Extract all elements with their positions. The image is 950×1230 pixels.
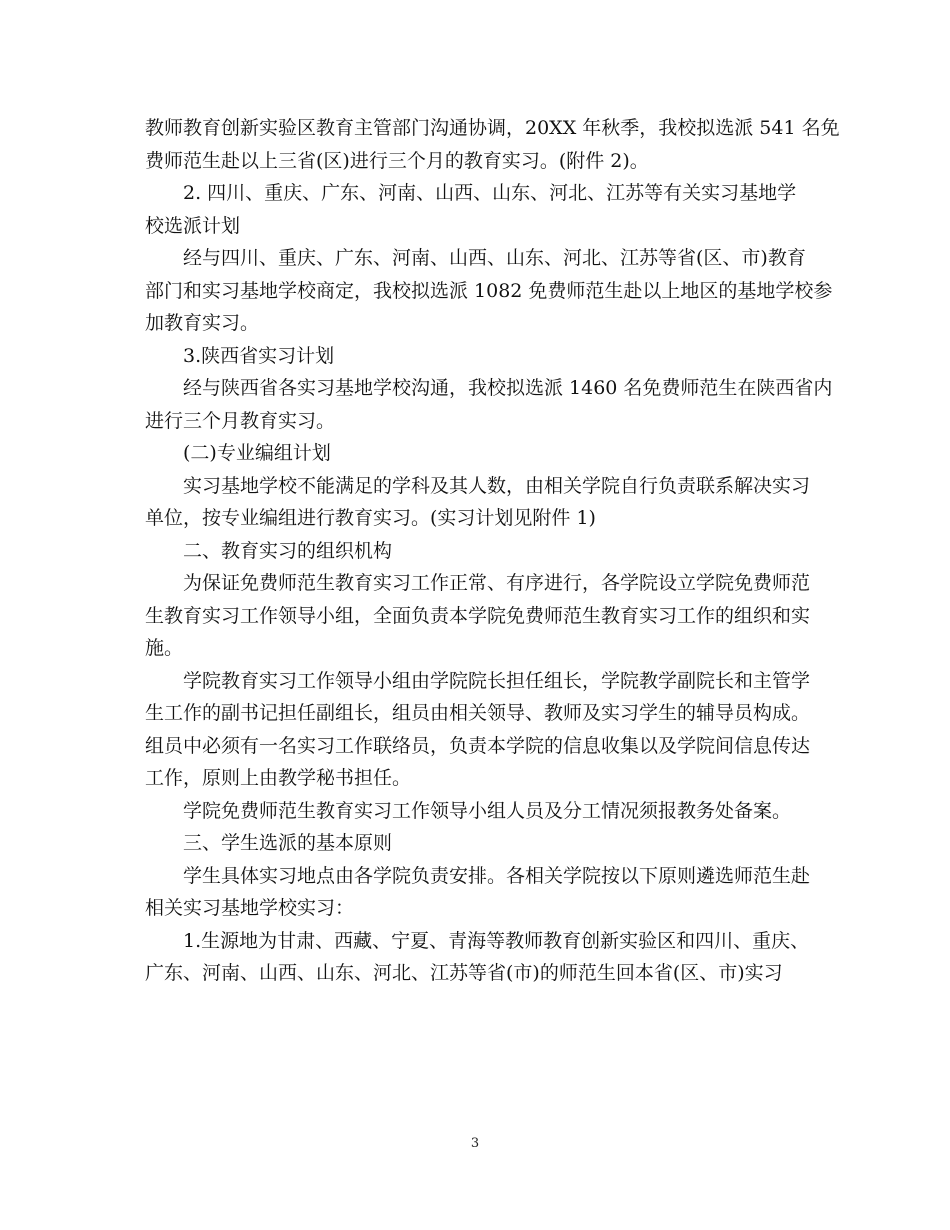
text-line: 单位，按专业编组进行教育实习。(实习计划见附件 1) — [145, 507, 596, 529]
text-line: 学院教育实习工作领导小组由学院院长担任组长，学院教学副院长和主管学 — [183, 669, 811, 692]
text-line: 学院免费师范生教育实习工作领导小组人员及分工情况须报教务处备案。 — [183, 799, 792, 822]
paragraph-body — [145, 860, 811, 925]
text-line: 生工作的副书记担任副组长，组员由相关领导、教师及实习学生的辅导员构成。 — [145, 702, 811, 724]
page-number: 3 — [470, 1136, 480, 1151]
text-line: 进行三个月教育实习。 — [145, 409, 336, 432]
paragraph-body — [145, 372, 833, 437]
text-line: 加教育实习。 — [145, 312, 260, 334]
text-line: 三、学生选派的基本原则 — [183, 832, 393, 854]
text-line: 工作，原则上由教学秘书担任。 — [145, 767, 412, 789]
text-line: 广东、河南、山西、山东、河北、江苏等省(市)的师范生回本省(区、市)实习 — [145, 962, 783, 984]
heading-group-plan — [145, 437, 805, 470]
paragraph-body — [145, 470, 811, 535]
paragraph-body — [145, 665, 811, 795]
paragraph-continuation — [145, 112, 840, 177]
document-body — [145, 112, 840, 990]
text-line: 组员中必须有一名实习工作联络员，负责本学院的信息收集以及学院间信息传达 — [145, 734, 811, 757]
text-line: 校选派计划 — [145, 214, 241, 237]
heading-shaanxi-plan — [145, 340, 805, 373]
heading-organization — [145, 535, 805, 568]
text-line: 费师范生赴以上三省(区)进行三个月的教育实习。(附件 2)。 — [145, 149, 649, 172]
text-line: 二、教育实习的组织机构 — [183, 539, 393, 562]
text-line: 教师教育创新实验区教育主管部门沟通协调，20XX 年秋季，我校拟选派 541 名免 — [145, 117, 840, 139]
text-line: 实习基地学校不能满足的学科及其人数，由相关学院自行负责联系解决实习 — [183, 474, 811, 497]
text-line: 生教育实习工作领导小组，全面负责本学院免费师范生教育实习工作的组织和实 — [145, 604, 811, 627]
text-line: 为保证免费师范生教育实习工作正常、有序进行，各学院设立学院免费师范 — [183, 572, 811, 594]
text-line: 3.陕西省实习计划 — [183, 344, 335, 367]
text-line: 施。 — [145, 637, 184, 659]
text-line: 相关实习基地学校实习： — [145, 897, 355, 919]
text-line: 经与四川、重庆、广东、河南、山西、山东、河北、江苏等省(区、市)教育 — [183, 247, 806, 269]
paragraph-section-2 — [145, 177, 805, 242]
text-line: 2. 四川、重庆、广东、河南、山西、山东、河北、江苏等有关实习基地学 — [183, 182, 797, 204]
paragraph-body — [145, 242, 833, 340]
heading-selection-principles — [145, 827, 805, 860]
paragraph-list-item — [145, 925, 810, 990]
text-line: 部门和实习基地学校商定，我校拟选派 1082 免费师范生赴以上地区的基地学校参 — [145, 279, 833, 302]
text-line: 1.生源地为甘肃、西藏、宁夏、青海等教师教育创新实验区和四川、重庆、 — [183, 929, 810, 952]
paragraph-body — [145, 567, 811, 665]
text-line: 经与陕西省各实习基地学校沟通，我校拟选派 1460 名免费师范生在陕西省内 — [183, 377, 833, 399]
text-line: 学生具体实习地点由各学院负责安排。各相关学院按以下原则遴选师范生赴 — [183, 864, 811, 887]
text-line: (二)专业编组计划 — [183, 442, 331, 464]
paragraph-body — [145, 795, 805, 828]
